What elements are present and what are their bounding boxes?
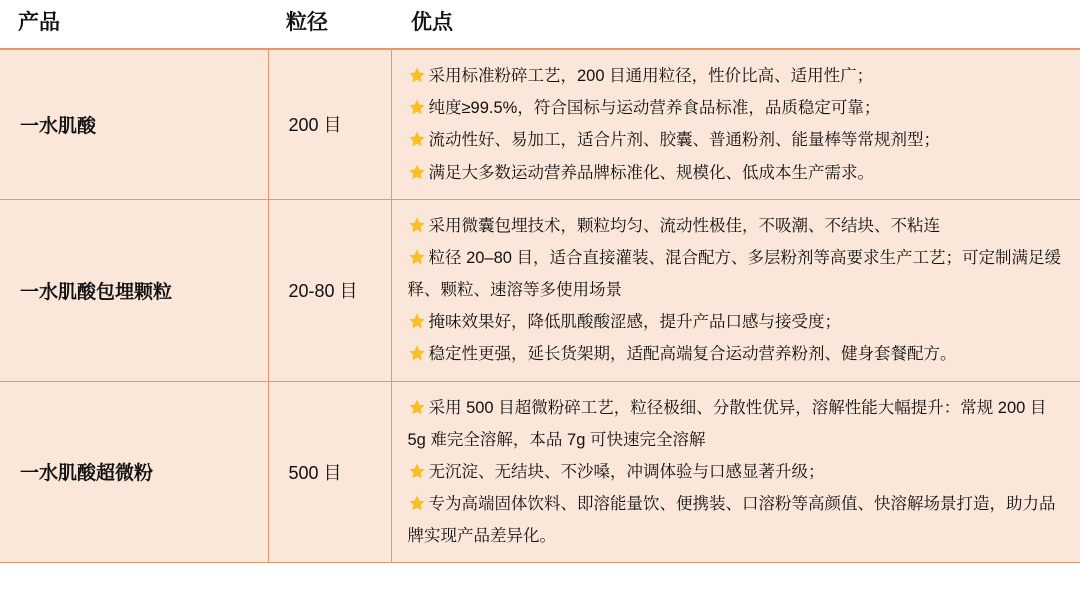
table-row: [0, 49, 1080, 199]
merit-text: 掩味效果好，降低肌酸酸涩感，提升产品口感与接受度；: [428, 313, 841, 332]
merit-item: [408, 242, 1067, 306]
cell-mesh-size: 200 目: [268, 49, 391, 199]
merit-text: 采用 500 目超微粉碎工艺，粒径极细、分散性优异，溶解性能大幅提升：常规 200 目 5g 难完全溶解，本品 7g 可快速完全溶解: [407, 398, 1047, 449]
table-header-row: [0, 0, 1080, 49]
merit-item: [408, 157, 1067, 189]
column-header-product: 产品: [0, 0, 268, 49]
cell-mesh-size: 500 目: [268, 381, 391, 563]
cell-product-name: 一水肌酸包埋颗粒: [0, 199, 268, 381]
cell-merits-list: [391, 49, 1080, 199]
star-icon: [408, 248, 426, 266]
merit-text: 采用标准粉碎工艺，200 目通用粒径，性价比高、适用性广；: [428, 67, 874, 85]
table-row: [0, 381, 1080, 563]
star-icon: [408, 398, 426, 416]
merit-item: [408, 124, 1067, 156]
merit-item: [408, 488, 1067, 552]
merit-item: [408, 60, 1067, 92]
star-icon: [408, 130, 426, 148]
star-icon: [408, 163, 426, 181]
merit-text: 专为高端固体饮料、即溶能量饮、便携装、口溶粉等高颜值、快溶解场景打造，助力品牌实现产品差异化。: [407, 495, 1056, 546]
merit-text: 粒径 20–80 目，适合直接灌装、混合配方、多层粉剂等高要求生产工艺；可定制满足缓释、颗粒、速溶等多使用场景: [407, 248, 1062, 300]
cell-product-name: 一水肌酸: [0, 49, 268, 199]
merit-item: [408, 210, 1067, 242]
merit-text: 纯度≥99.5%，符合国标与运动营养食品标准，品质稳定可靠；: [428, 99, 881, 118]
merit-text: 无沉淀、无结块、不沙嗓，冲调体验与口感显著升级；: [428, 462, 825, 481]
star-icon: [408, 462, 426, 480]
star-icon: [408, 494, 426, 512]
merit-item: [408, 92, 1067, 124]
table-row: [0, 199, 1080, 381]
table-header: [0, 0, 1080, 49]
cell-merits-list: [391, 381, 1080, 563]
star-icon: [408, 312, 426, 330]
star-icon: [408, 216, 426, 234]
merit-text: 流动性好、易加工，适合片剂、胶囊、普通粉剂、能量棒等常规剂型；: [428, 131, 940, 150]
column-header-mesh: 粒径: [268, 0, 391, 49]
table-body: [0, 49, 1080, 563]
merit-item: [408, 392, 1067, 456]
star-icon: [408, 66, 426, 84]
cell-product-name: 一水肌酸超微粉: [0, 381, 268, 563]
merit-item: [408, 338, 1067, 370]
merit-text: 满足大多数运动营养品牌标准化、规模化、低成本生产需求。: [428, 163, 874, 182]
cell-merits-list: [391, 199, 1080, 381]
merit-text: 采用微囊包埋技术，颗粒均匀、流动性极佳，不吸潮、不结块、不粘连: [428, 216, 940, 235]
cell-mesh-size: 20-80 目: [268, 199, 391, 381]
column-header-merits: 优点: [391, 0, 1080, 49]
merit-item: [408, 456, 1067, 488]
star-icon: [408, 344, 426, 362]
merit-text: 稳定性更强，延长货架期，适配高端复合运动营养粉剂、健身套餐配方。: [428, 345, 957, 364]
star-icon: [408, 98, 426, 116]
merit-item: [408, 306, 1067, 338]
